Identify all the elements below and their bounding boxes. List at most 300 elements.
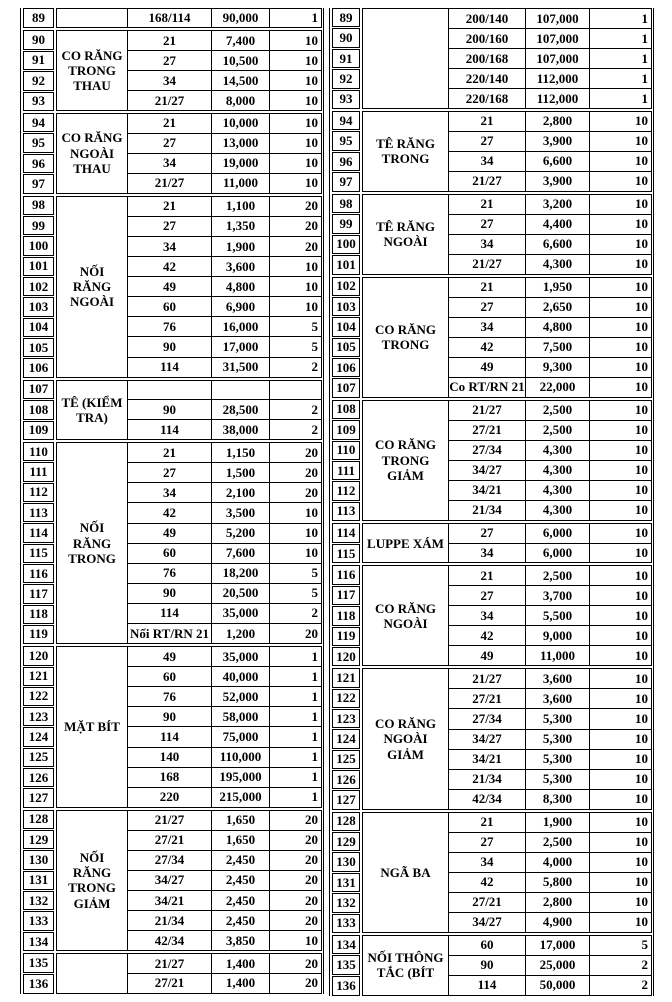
- group-rows: [128, 647, 321, 807]
- table-row: [128, 50, 321, 70]
- size-cell: 34/27: [128, 871, 212, 890]
- row-number-cell: 99: [23, 216, 54, 235]
- product-group: [332, 668, 652, 809]
- size-cell: 21: [449, 278, 526, 297]
- price-cell: 3,700: [526, 586, 590, 605]
- table-row: [128, 954, 321, 973]
- price-cell: 1,500: [212, 463, 270, 482]
- price-cell: 112,000: [526, 89, 590, 108]
- qty-cell: 10: [635, 379, 648, 395]
- qty-cell: 10: [635, 607, 648, 623]
- group-body: [56, 646, 322, 808]
- price-cell: [212, 381, 270, 400]
- price-cell: 5,200: [212, 524, 270, 543]
- size-cell: 21/27: [449, 172, 526, 191]
- qty-cell: 10: [635, 113, 648, 129]
- size-cell: 34/21: [449, 750, 526, 769]
- qty-cell: 10: [635, 690, 648, 706]
- group-body: [362, 277, 652, 398]
- qty-cell: 10: [635, 914, 648, 930]
- size-cell: 220/140: [449, 69, 526, 88]
- size-cell: 27/21: [449, 893, 526, 912]
- size-cell: 34: [449, 152, 526, 171]
- size-cell: 90: [128, 337, 212, 356]
- qty-cell: 10: [635, 319, 648, 335]
- table-row: [449, 337, 651, 357]
- qty-cell: 10: [305, 92, 318, 108]
- product-group: [332, 8, 652, 109]
- qty-cell: 10: [305, 135, 318, 151]
- table-row: [128, 236, 321, 256]
- price-cell: 2,500: [526, 566, 590, 585]
- qty-cell: 10: [635, 216, 648, 232]
- qty-cell: 2: [311, 421, 318, 437]
- size-cell: Nối RT/RN 21: [128, 624, 212, 643]
- price-table-left: [20, 8, 324, 994]
- size-cell: 27: [449, 833, 526, 852]
- group-name-cell: CO RĂNG NGOÀI: [363, 566, 449, 665]
- qty-cell: 10: [635, 442, 648, 458]
- row-number-cell: 102: [332, 277, 360, 296]
- table-row: [128, 90, 321, 110]
- size-cell: 21: [449, 566, 526, 585]
- qty-cell: 10: [305, 32, 318, 48]
- price-cell: 11,000: [212, 174, 270, 193]
- size-cell: Co RT/RN 21: [449, 378, 526, 397]
- group-rows: [449, 401, 651, 520]
- size-cell: 21: [128, 197, 212, 216]
- table-row: [128, 603, 321, 623]
- group-body: [56, 953, 322, 993]
- size-cell: 34: [449, 318, 526, 337]
- product-group: [332, 523, 652, 563]
- qty-cell: 2: [641, 957, 648, 973]
- table-row: [449, 317, 651, 337]
- price-cell: 5,300: [526, 709, 590, 728]
- price-cell: 22,000: [526, 378, 590, 397]
- qty-cell: 1: [311, 10, 318, 26]
- table-row: [128, 623, 321, 643]
- table-row: [449, 872, 651, 892]
- price-cell: 2,450: [212, 851, 270, 870]
- qty-cell: 10: [635, 133, 648, 149]
- table-row: [449, 254, 651, 274]
- qty-cell: 5: [311, 565, 318, 581]
- qty-cell: 10: [635, 482, 648, 498]
- qty-cell: 10: [305, 175, 318, 191]
- row-number-cell: 123: [23, 707, 54, 726]
- price-cell: 107,000: [526, 29, 590, 48]
- price-cell: 6,000: [526, 544, 590, 563]
- row-number-cell: 91: [23, 51, 54, 70]
- size-cell: 60: [128, 297, 212, 316]
- price-cell: 4,300: [526, 461, 590, 480]
- group-rows: [449, 813, 651, 932]
- group-body: [56, 380, 322, 441]
- price-cell: 90,000: [212, 9, 270, 27]
- table-row: [449, 625, 651, 645]
- price-cell: 16,000: [212, 317, 270, 336]
- size-cell: 90: [449, 956, 526, 975]
- size-cell: 140: [128, 748, 212, 767]
- table-row: [128, 726, 321, 746]
- qty-cell: 20: [305, 975, 318, 991]
- size-cell: 90: [128, 584, 212, 603]
- price-cell: 52,000: [212, 687, 270, 706]
- product-group: [332, 935, 652, 996]
- table-row: [449, 669, 651, 688]
- price-cell: 58,000: [212, 707, 270, 726]
- price-cell: 2,500: [526, 833, 590, 852]
- table-row: [449, 543, 651, 563]
- row-number-cell: 101: [23, 257, 54, 276]
- qty-cell: 20: [305, 238, 318, 254]
- group-name-cell: NỐI RĂNG NGOÀI: [57, 197, 128, 377]
- qty-cell: 10: [305, 258, 318, 274]
- row-number-cell: 111: [23, 462, 54, 481]
- row-number-cell: 126: [23, 768, 54, 787]
- price-cell: 17,000: [526, 936, 590, 955]
- group-rows: [449, 524, 651, 562]
- qty-cell: 10: [305, 505, 318, 520]
- price-cell: 1,150: [212, 443, 270, 462]
- table-row: [449, 278, 651, 297]
- price-cell: 20,500: [212, 584, 270, 603]
- qty-cell: 10: [305, 72, 318, 88]
- table-row: [449, 688, 651, 708]
- qty-cell: 10: [635, 834, 648, 850]
- price-cell: 1,650: [212, 811, 270, 830]
- row-number-cell: 132: [332, 893, 360, 912]
- table-row: [449, 645, 651, 665]
- size-cell: 60: [128, 544, 212, 563]
- price-cell: 3,600: [526, 669, 590, 688]
- size-cell: 27: [128, 134, 212, 153]
- size-cell: 21: [449, 813, 526, 832]
- qty-cell: 1: [641, 50, 648, 66]
- size-cell: 27: [128, 217, 212, 236]
- row-number-cell: 123: [332, 709, 360, 728]
- row-number-column: [23, 113, 54, 194]
- group-rows: [128, 811, 321, 950]
- table-row: [449, 912, 651, 932]
- table-row: [449, 131, 651, 151]
- row-number-cell: 103: [23, 297, 54, 316]
- price-cell: 3,600: [526, 689, 590, 708]
- row-number-cell: 100: [23, 236, 54, 255]
- row-number-cell: 97: [23, 174, 54, 193]
- group-body: [56, 196, 322, 378]
- price-cell: 2,500: [526, 401, 590, 420]
- qty-cell: 10: [635, 731, 648, 747]
- group-body: [362, 400, 652, 521]
- qty-cell: 1: [311, 729, 318, 745]
- qty-cell: 10: [305, 525, 318, 541]
- qty-cell: 10: [305, 52, 318, 68]
- qty-cell: 20: [305, 852, 318, 868]
- price-cell: 31,500: [212, 358, 270, 377]
- row-number-cell: 104: [23, 318, 54, 337]
- row-number-column: [332, 194, 360, 275]
- table-row: [128, 316, 321, 336]
- price-cell: 10,000: [212, 114, 270, 133]
- size-cell: [128, 381, 212, 400]
- table-row: [128, 767, 321, 787]
- group-name-cell: TÊ RĂNG TRONG: [363, 112, 449, 191]
- qty-cell: 10: [635, 402, 648, 418]
- group-body: [56, 30, 322, 111]
- price-cell: 4,300: [526, 501, 590, 520]
- price-cell: 2,450: [212, 911, 270, 930]
- row-number-cell: 135: [23, 953, 54, 973]
- price-cell: 1,400: [212, 974, 270, 993]
- size-cell: 60: [449, 936, 526, 955]
- product-group: [23, 113, 322, 194]
- price-cell: 9,300: [526, 358, 590, 377]
- size-cell: 21/27: [449, 255, 526, 274]
- price-cell: 1,650: [212, 831, 270, 850]
- group-body: [362, 8, 652, 109]
- group-body: [362, 523, 652, 563]
- row-number-cell: 109: [23, 421, 54, 441]
- row-number-cell: 113: [332, 502, 360, 521]
- product-group: [23, 810, 322, 951]
- price-cell: 28,500: [212, 400, 270, 419]
- product-group: [23, 953, 322, 993]
- price-cell: 7,500: [526, 338, 590, 357]
- size-cell: 114: [449, 976, 526, 995]
- table-row: [128, 502, 321, 522]
- qty-cell: 20: [305, 832, 318, 848]
- size-cell: 21: [128, 31, 212, 50]
- size-cell: 27: [449, 132, 526, 151]
- row-number-cell: 113: [23, 503, 54, 522]
- qty-cell: 10: [635, 236, 648, 252]
- size-cell: 42: [449, 873, 526, 892]
- qty-cell: 1: [311, 688, 318, 704]
- row-number-cell: 96: [332, 152, 360, 171]
- qty-cell: 10: [635, 567, 648, 583]
- size-cell: 21/27: [449, 669, 526, 688]
- qty-cell: 10: [305, 298, 318, 314]
- price-cell: 4,300: [526, 255, 590, 274]
- price-cell: 1,900: [526, 813, 590, 832]
- product-group: [332, 400, 652, 521]
- row-number-cell: 125: [332, 750, 360, 769]
- price-cell: 1,400: [212, 954, 270, 973]
- size-cell: 168: [128, 768, 212, 787]
- price-cell: 107,000: [526, 49, 590, 68]
- price-cell: 11,000: [526, 646, 590, 665]
- row-number-cell: 129: [332, 832, 360, 851]
- table-row: [449, 357, 651, 377]
- table-row: [449, 234, 651, 254]
- qty-cell: 10: [635, 279, 648, 295]
- size-cell: 21: [128, 114, 212, 133]
- qty-cell: 1: [311, 648, 318, 664]
- size-cell: 90: [128, 707, 212, 726]
- row-number-cell: 94: [332, 111, 360, 130]
- table-row: [128, 216, 321, 236]
- group-name-cell: NỐI RĂNG TRONG: [57, 443, 128, 643]
- group-body: [56, 113, 322, 194]
- row-number-cell: 130: [332, 852, 360, 871]
- table-row: [128, 666, 321, 686]
- price-cell: 2,450: [212, 891, 270, 910]
- price-cell: 7,400: [212, 31, 270, 50]
- qty-cell: 5: [311, 338, 318, 354]
- price-cell: 2,650: [526, 298, 590, 317]
- table-row: [128, 747, 321, 767]
- price-cell: 13,000: [212, 134, 270, 153]
- table-row: [128, 399, 321, 419]
- table-row: [128, 870, 321, 890]
- table-row: [128, 686, 321, 706]
- size-cell: 27/21: [128, 831, 212, 850]
- qty-cell: 10: [635, 359, 648, 375]
- size-cell: 168/114: [128, 9, 212, 27]
- table-row: [128, 890, 321, 910]
- table-row: [128, 910, 321, 930]
- table-row: [128, 850, 321, 870]
- qty-cell: 20: [305, 625, 318, 641]
- table-row: [449, 566, 651, 585]
- price-cell: 2,450: [212, 871, 270, 890]
- table-row: [449, 401, 651, 420]
- row-number-cell: 115: [23, 544, 54, 563]
- table-row: [449, 112, 651, 131]
- size-cell: 220: [128, 788, 212, 807]
- row-number-cell: 114: [23, 523, 54, 542]
- size-cell: 90: [128, 400, 212, 419]
- row-number-cell: 131: [23, 871, 54, 890]
- price-cell: 3,900: [526, 132, 590, 151]
- table-row: [449, 88, 651, 108]
- price-cell: 6,000: [526, 524, 590, 543]
- qty-cell: 10: [305, 278, 318, 294]
- size-cell: 42: [449, 626, 526, 645]
- price-cell: 5,300: [526, 770, 590, 789]
- price-cell: 3,900: [526, 172, 590, 191]
- row-number-cell: 121: [23, 667, 54, 686]
- row-number-cell: 116: [332, 565, 360, 584]
- row-number-cell: 105: [332, 338, 360, 357]
- qty-cell: 20: [305, 955, 318, 971]
- qty-cell: 10: [635, 587, 648, 603]
- table-row: [128, 70, 321, 90]
- row-number-cell: 109: [332, 420, 360, 439]
- row-number-cell: 98: [23, 196, 54, 215]
- row-number-cell: 90: [332, 28, 360, 47]
- row-number-cell: 106: [332, 358, 360, 377]
- group-name-cell: NỐI RĂNG TRONG GIẢM: [57, 811, 128, 950]
- price-cell: 4,300: [526, 481, 590, 500]
- price-cell: 215,000: [212, 788, 270, 807]
- price-cell: 50,000: [526, 976, 590, 995]
- size-cell: 34/27: [449, 461, 526, 480]
- row-number-column: [332, 400, 360, 521]
- row-number-cell: 95: [23, 133, 54, 152]
- table-row: [128, 31, 321, 50]
- qty-cell: 5: [311, 318, 318, 334]
- table-row: [449, 813, 651, 832]
- group-name-cell: [57, 9, 128, 27]
- row-number-cell: 130: [23, 850, 54, 869]
- size-cell: 49: [128, 647, 212, 666]
- size-cell: 27/34: [128, 851, 212, 870]
- qty-cell: 20: [305, 892, 318, 908]
- row-number-cell: 92: [23, 71, 54, 90]
- row-number-cell: 106: [23, 358, 54, 377]
- row-number-column: [23, 196, 54, 378]
- table-row: [449, 832, 651, 852]
- row-number-cell: 129: [23, 830, 54, 849]
- product-group: [23, 442, 322, 644]
- group-rows: [128, 31, 321, 110]
- table-row: [128, 114, 321, 133]
- qty-cell: 1: [641, 10, 648, 26]
- qty-cell: 1: [641, 30, 648, 46]
- table-row: [449, 500, 651, 520]
- qty-cell: 1: [311, 789, 318, 805]
- product-group: [23, 646, 322, 808]
- price-cell: 4,800: [526, 318, 590, 337]
- price-cell: 6,600: [526, 235, 590, 254]
- qty-cell: 10: [635, 339, 648, 355]
- table-row: [128, 482, 321, 502]
- qty-cell: 2: [311, 605, 318, 621]
- price-cell: 195,000: [212, 768, 270, 787]
- row-number-cell: 131: [332, 873, 360, 892]
- qty-cell: 5: [311, 585, 318, 601]
- qty-cell: 20: [305, 812, 318, 828]
- size-cell: 200/168: [449, 49, 526, 68]
- group-rows: [128, 443, 321, 643]
- price-cell: 6,900: [212, 297, 270, 316]
- price-cell: 6,600: [526, 152, 590, 171]
- qty-cell: 10: [635, 647, 648, 663]
- qty-cell: [270, 381, 321, 400]
- row-number-cell: 134: [23, 932, 54, 951]
- price-cell: 8,300: [526, 790, 590, 809]
- size-cell: 114: [128, 604, 212, 623]
- qty-cell: 10: [635, 894, 648, 910]
- price-cell: 2,800: [526, 112, 590, 131]
- price-cell: 3,850: [212, 931, 270, 950]
- table-row: [449, 936, 651, 955]
- row-number-column: [23, 380, 54, 441]
- size-cell: 49: [128, 277, 212, 296]
- table-row: [128, 296, 321, 316]
- table-row: [128, 523, 321, 543]
- row-number-cell: 118: [332, 606, 360, 625]
- row-number-cell: 124: [332, 729, 360, 748]
- size-cell: 76: [128, 687, 212, 706]
- table-row: [449, 214, 651, 234]
- table-row: [449, 460, 651, 480]
- group-rows: [449, 566, 651, 665]
- row-number-cell: 107: [332, 378, 360, 397]
- row-number-cell: 117: [332, 586, 360, 605]
- group-rows: [128, 954, 321, 992]
- price-cell: 19,000: [212, 154, 270, 173]
- group-rows: [128, 114, 321, 193]
- row-number-cell: 122: [332, 689, 360, 708]
- row-number-cell: 134: [332, 935, 360, 955]
- qty-cell: 10: [305, 932, 318, 948]
- row-number-cell: 127: [332, 790, 360, 809]
- qty-cell: 20: [305, 198, 318, 214]
